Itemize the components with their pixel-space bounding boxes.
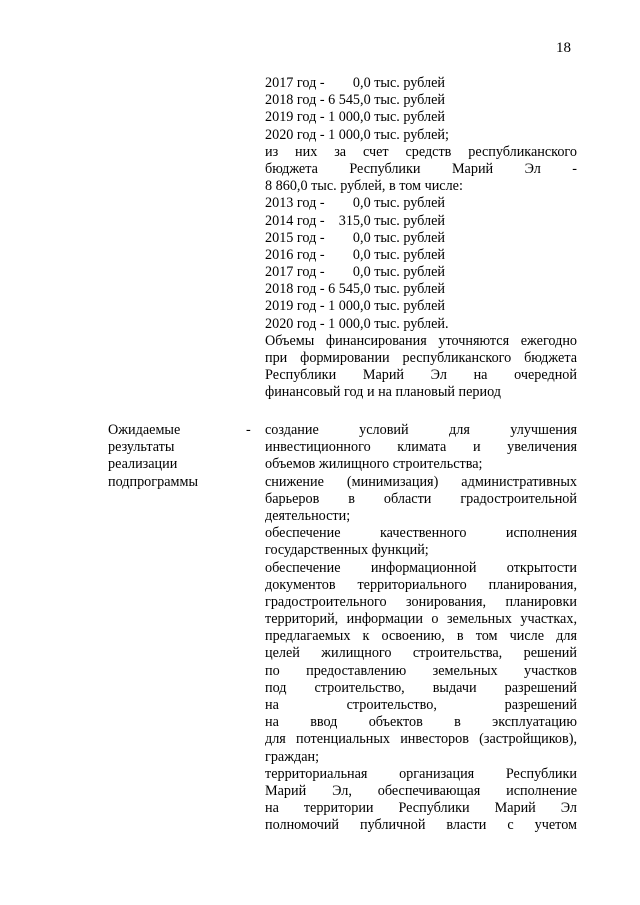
expected-result-line: снижение (минимизация) административных — [265, 473, 577, 490]
results-label-line: подпрограммы — [108, 473, 198, 490]
expected-result-line: для потенциальных инвесторов (застройщиков), — [265, 731, 577, 748]
volume-note-line: финансовый год и на плановый период — [265, 384, 502, 401]
results-label-line: результаты — [108, 439, 175, 456]
expected-result-line: территориальная организация Республики — [265, 765, 577, 782]
expected-result-line: предлагаемых к освоению, в том числе для — [265, 628, 577, 645]
volume-note-line: при формировании республиканского бюджета — [265, 350, 577, 366]
expected-result-line: на строительство, разрешений — [265, 697, 577, 713]
page-number: 18 — [556, 40, 571, 56]
financing-section — [265, 75, 577, 402]
expected-result-line: на территории Республики Марий Эл — [265, 800, 577, 817]
financing-line: 2017 год - 0,0 тыс. рублей — [265, 75, 445, 91]
expected-result-line: целей жилищного строительства, решений — [265, 645, 577, 662]
republic-year-line: 2013 год - 0,0 тыс. рублей — [265, 195, 445, 212]
expected-result-line: обеспечение информационной открытости — [265, 559, 577, 576]
expected-result-line: барьеров в области градостроительной — [265, 490, 577, 507]
financing-line: 2018 год - 6 545,0 тыс. рублей — [265, 92, 445, 109]
expected-result-line: объемов жилищного строительства; — [265, 456, 483, 473]
financing-line: 2019 год - 1 000,0 тыс. рублей — [265, 109, 445, 126]
expected-result-line: градостроительного зонирования, планировки — [265, 593, 577, 610]
expected-result-line: государственных функций; — [265, 542, 429, 559]
expected-result-line: под строительство, выдачи разрешений — [265, 679, 577, 696]
republic-intro-line: из них за счет средств республиканского — [265, 143, 577, 160]
republic-year-line: 2018 год - 6 545,0 тыс. рублей — [265, 281, 445, 298]
expected-result-line: территорий, информации о земельных участках, — [265, 611, 577, 628]
expected-result-line: Марий Эл, обеспечивающая исполнение — [265, 782, 577, 799]
republic-year-line: 2014 год - 315,0 тыс. рублей — [265, 212, 445, 229]
financing-line: 2020 год - 1 000,0 тыс. рублей; — [265, 126, 449, 143]
expected-results-text — [265, 422, 577, 835]
results-label-line: Ожидаемые — [108, 422, 181, 438]
volume-note-line: Объемы финансирования уточняются ежегодно — [265, 332, 577, 349]
republic-intro-line: бюджета Республики Марий Эл - — [265, 160, 577, 177]
expected-result-line: полномочий публичной власти с учетом — [265, 817, 577, 834]
expected-result-line: создание условий для улучшения — [265, 422, 577, 438]
expected-result-line: деятельности; — [265, 507, 351, 524]
expected-result-line: инвестиционного климата и увеличения — [265, 439, 577, 456]
results-label — [108, 422, 238, 491]
expected-result-line: на ввод объектов в эксплуатацию — [265, 714, 577, 731]
expected-result-line: документов территориального планирования, — [265, 576, 577, 593]
republic-year-line: 2019 год - 1 000,0 тыс. рублей — [265, 298, 445, 315]
republic-year-line: 2017 год - 0,0 тыс. рублей — [265, 264, 445, 281]
republic-year-line: 2020 год - 1 000,0 тыс. рублей. — [265, 315, 449, 332]
republic-year-line: 2015 год - 0,0 тыс. рублей — [265, 229, 445, 246]
republic-total-line: 8 860,0 тыс. рублей, в том числе: — [265, 178, 463, 195]
results-label-line: реализации — [108, 456, 178, 473]
expected-result-line: граждан; — [265, 748, 320, 765]
expected-result-line: по предоставлению земельных участков — [265, 662, 577, 679]
volume-note-line: Республики Марий Эл на очередной — [265, 367, 577, 384]
results-dash: - — [246, 422, 251, 438]
expected-result-line: обеспечение качественного исполнения — [265, 525, 577, 542]
republic-year-line: 2016 год - 0,0 тыс. рублей — [265, 246, 445, 263]
